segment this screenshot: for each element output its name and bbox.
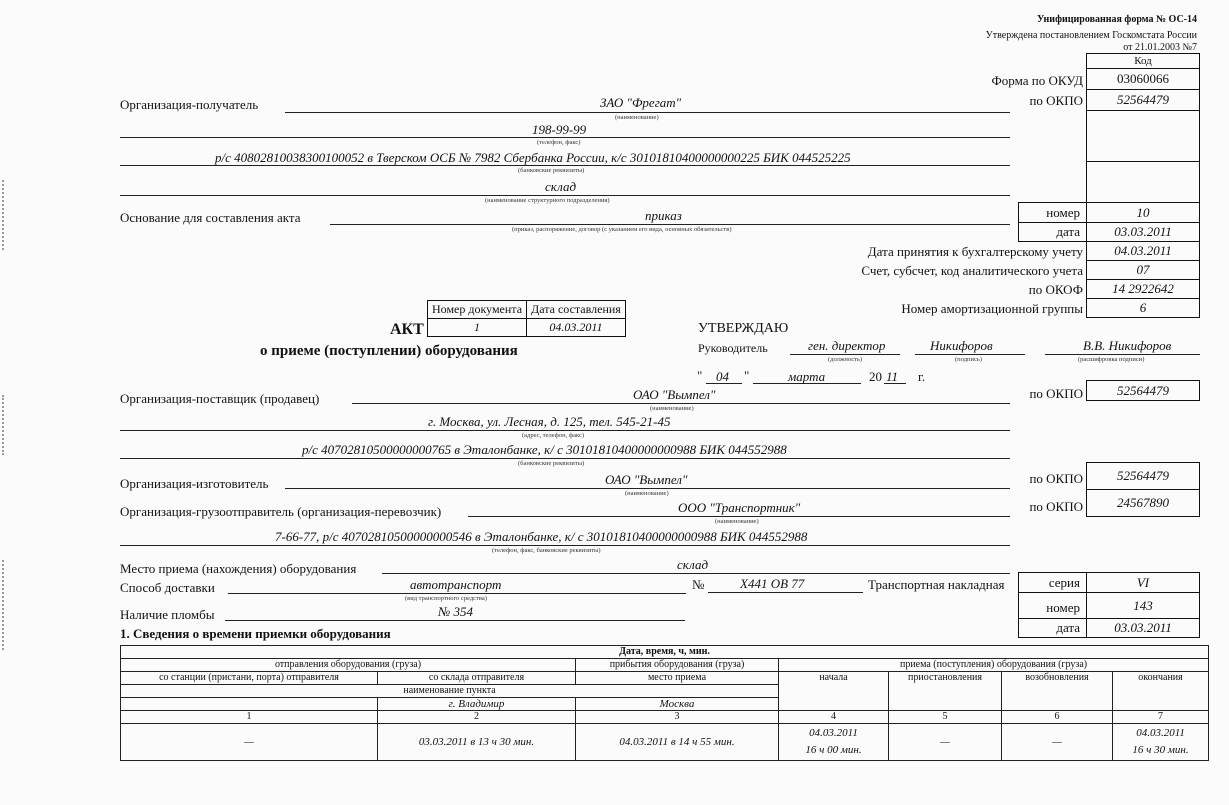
col5-header: приостановления: [889, 672, 1002, 711]
col4-header: начала: [779, 672, 889, 711]
okpo-value: 52564479: [1086, 89, 1200, 111]
accept-date-value: 04.03.2011: [1086, 241, 1200, 261]
data-value: 03.03.2011: [1086, 222, 1200, 242]
row-c3: 04.03.2011 в 14 ч 55 мин.: [576, 724, 779, 761]
data-label: дата: [1018, 222, 1087, 242]
amort-value: 6: [1086, 298, 1200, 318]
row-c4: [779, 724, 889, 761]
act-subtitle: о приеме (поступлении) оборудования: [260, 343, 518, 359]
row-c5: —: [889, 724, 1002, 761]
row-c1: —: [121, 724, 378, 761]
blank-box: [1086, 161, 1200, 203]
to-city: Москва: [576, 698, 779, 711]
blank-box: [1086, 110, 1200, 162]
nomer-value: 10: [1086, 202, 1200, 223]
row-c4-date: 04.03.2011: [809, 727, 858, 739]
dispatch-header: отправления оборудования (груза): [121, 659, 576, 672]
waybill-label: Транспортная накладная: [868, 577, 1005, 592]
col-num: 4: [779, 711, 889, 724]
section1-title: 1. Сведения о времени приемки оборудования: [120, 626, 391, 641]
act-title: АКТ: [390, 321, 424, 338]
place-value: склад: [677, 557, 709, 572]
supplier-bank: р/с 40702810500000000765 в Эталонбанке, к/ с 30101810400000000988 БИК 044552988: [302, 442, 787, 457]
main-header: Дата, время, ч, мин.: [121, 646, 1209, 659]
shipper-label: Организация-грузоотправитель (организация-перевозчик): [120, 504, 442, 519]
seal-label: Наличие пломбы: [120, 607, 215, 622]
from-city-blank: [121, 698, 378, 711]
basis-caption: (приказ, распоряжение, договор (с указанием его вида, основных обязательств): [512, 226, 732, 233]
row-c6: —: [1002, 724, 1113, 761]
shipper-details-caption: (телефон, факс, банковские реквизиты): [492, 547, 601, 554]
okud-label: Форма по ОКУД: [991, 73, 1083, 88]
col3-header: место приема: [576, 672, 779, 685]
vehicle-number: Х441 ОВ 77: [740, 576, 805, 591]
binding-dots: [2, 560, 7, 650]
head-signature: Никифоров: [930, 338, 993, 353]
approve-day: 04: [716, 369, 729, 384]
seal-value: № 354: [438, 604, 474, 619]
waybill-nomer-label: номер: [1018, 592, 1087, 619]
col-num: 1: [121, 711, 378, 724]
recipient-division-caption: (наименование структурного подразделения): [485, 197, 610, 204]
table-row: [121, 724, 1209, 761]
row-c7-date: 04.03.2011: [1136, 727, 1185, 739]
shipper-name: ООО "Транспортник": [678, 500, 801, 515]
nomer-label: номер: [1018, 202, 1087, 223]
place-label: Место приема (нахождения) оборудования: [120, 561, 357, 576]
head-decode: В.В. Никифоров: [1083, 338, 1172, 353]
okof-label: по ОКОФ: [1028, 282, 1083, 297]
shipper-okpo-label: по ОКПО: [1029, 499, 1083, 514]
delivery-caption: (вид транспортного средства): [405, 595, 487, 602]
col2-header: со склада отправителя: [378, 672, 576, 685]
head-label: Руководитель: [698, 341, 768, 355]
waybill-nomer-value: 143: [1086, 592, 1200, 619]
col7-header: окончания: [1113, 672, 1209, 711]
binding-dots: [2, 180, 7, 250]
okud-value: 03060066: [1086, 68, 1200, 90]
supplier-bank-caption: (банковские реквизиты): [518, 460, 585, 467]
col1-header: со станции (пристани, порта) отправителя: [121, 672, 378, 685]
approve-title: УТВЕРЖДАЮ: [698, 321, 789, 336]
account-value: 07: [1086, 260, 1200, 280]
approve-q-close: ": [744, 368, 750, 383]
recipient-phone: 198-99-99: [532, 122, 587, 137]
seria-value: VI: [1086, 572, 1200, 593]
supplier-label: Организация-поставщик (продавец): [120, 391, 320, 406]
supplier-address: г. Москва, ул. Лесная, д. 125, тел. 545-21-45: [428, 414, 671, 429]
manufacturer-name-caption: (наименование): [625, 490, 669, 497]
accept-date-label: Дата принятия к бухгалтерскому учету: [867, 244, 1083, 259]
shipper-okpo-value: 24567890: [1086, 489, 1200, 517]
head-position-caption: (должность): [828, 356, 863, 363]
col-num: 7: [1113, 711, 1209, 724]
recipient-name-caption: (наименование): [615, 114, 659, 121]
form-title: Унифицированная форма № ОС-14: [1037, 14, 1197, 25]
kod-header: Код: [1086, 53, 1200, 69]
seria-label: серия: [1018, 572, 1087, 593]
vehicle-no-sign: №: [692, 577, 705, 592]
approve-year-g: г.: [918, 369, 926, 384]
row-c2: 03.03.2011 в 13 ч 30 мин.: [378, 724, 576, 761]
doc-number-table: [427, 300, 626, 337]
head-decode-caption: (расшифровка подписи): [1078, 356, 1145, 363]
docdate-value: 04.03.2011: [527, 319, 626, 337]
delivery-label: Способ доставки: [120, 580, 215, 595]
recipient-division: склад: [545, 179, 577, 194]
approve-year-suffix: 11: [886, 369, 899, 384]
approved-line2: от 21.01.2003 №7: [1123, 42, 1197, 53]
col-num: 2: [378, 711, 576, 724]
shipper-name-caption: (наименование): [715, 518, 759, 525]
okof-value: 14 2922642: [1086, 279, 1200, 299]
docnum-header: Номер документа: [428, 301, 527, 319]
recipient-label: Организация-получатель: [120, 97, 259, 112]
manufacturer-okpo-label: по ОКПО: [1029, 471, 1083, 486]
recipient-bank: р/с 40802810038300100052 в Тверском ОСБ № 7982 Сбербанка России, к/с 30101810400000000225 БИК 044525225: [215, 150, 851, 165]
basis-value: приказ: [645, 208, 682, 223]
supplier-name: ОАО "Вымпел": [633, 387, 716, 402]
basis-label: Основание для составления акта: [120, 210, 301, 225]
supplier-okpo-value: 52564479: [1086, 380, 1200, 401]
acceptance-header: приема (поступления) оборудования (груза): [779, 659, 1209, 672]
shipper-details: 7-66-77, р/с 40702810500000000546 в Эталонбанке, к/ с 30101810400000000988 БИК 044552988: [275, 529, 808, 544]
approved-line1: Утверждена постановлением Госкомстата России: [985, 30, 1197, 41]
head-signature-caption: (подпись): [955, 356, 982, 363]
from-city: г. Владимир: [378, 698, 576, 711]
okpo-label: по ОКПО: [1029, 93, 1083, 108]
supplier-okpo-label: по ОКПО: [1029, 386, 1083, 401]
point-name-header: наименование пункта: [121, 685, 779, 698]
col-num: 5: [889, 711, 1002, 724]
row-c7: [1113, 724, 1209, 761]
arrival-header: прибытия оборудования (груза): [576, 659, 779, 672]
recipient-bank-caption: (банковские реквизиты): [518, 167, 585, 174]
manufacturer-label: Организация-изготовитель: [120, 476, 269, 491]
approve-month: марта: [788, 369, 826, 384]
account-label: Счет, субсчет, код аналитического учета: [861, 263, 1083, 278]
approve-q-open: ": [697, 368, 703, 383]
head-position: ген. директор: [808, 338, 886, 353]
delivery-value: автотранспорт: [410, 577, 502, 592]
supplier-name-caption: (наименование): [650, 405, 694, 412]
docnum-value: 1: [428, 319, 527, 337]
binding-dots: [2, 395, 7, 455]
amort-label: Номер амортизационной группы: [901, 301, 1083, 316]
col-num: 6: [1002, 711, 1113, 724]
col-num: 3: [576, 711, 779, 724]
row-c4-time: 16 ч 00 мин.: [805, 744, 862, 756]
approve-year-prefix: 20: [869, 369, 882, 384]
col6-header: возобновления: [1002, 672, 1113, 711]
waybill-data-value: 03.03.2011: [1086, 618, 1200, 638]
manufacturer-okpo-value: 52564479: [1086, 462, 1200, 490]
manufacturer-name: ОАО "Вымпел": [605, 472, 688, 487]
recipient-phone-caption: (телефон, факс): [537, 139, 581, 146]
supplier-address-caption: (адрес, телефон, факс): [522, 432, 585, 439]
recipient-name: ЗАО "Фрегат": [600, 95, 682, 110]
docdate-header: Дата составления: [527, 301, 626, 319]
row-c7-time: 16 ч 30 мин.: [1132, 744, 1189, 756]
time-table: [120, 645, 1209, 761]
waybill-data-label: дата: [1018, 618, 1087, 638]
